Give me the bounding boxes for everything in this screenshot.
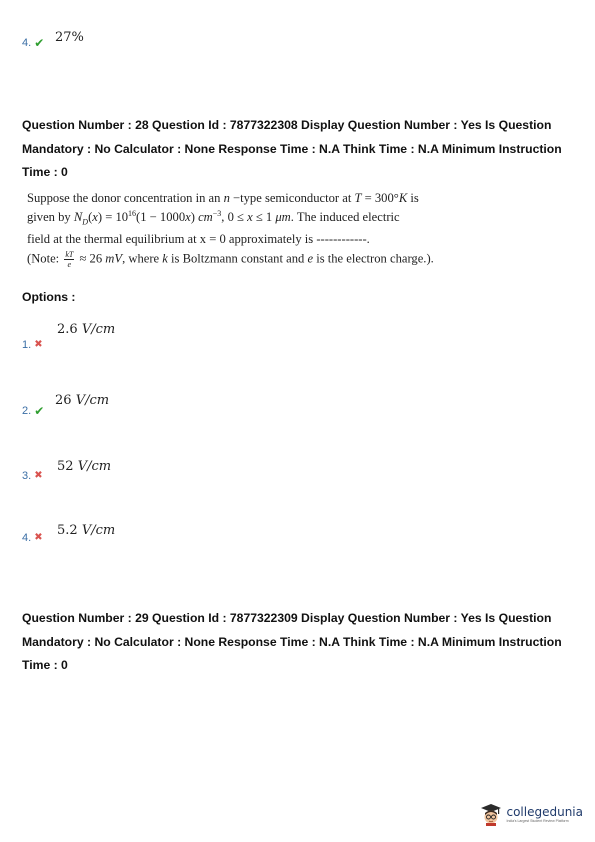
- option-number: 1.: [22, 339, 32, 351]
- question-29-header: [22, 607, 582, 678]
- header-line: Question Number : 28 Question Id : 7877322308 Display Question Number : Yes Is Question: [22, 118, 552, 132]
- option-4[interactable]: [22, 532, 43, 544]
- header-line: Mandatory : No Calculator : None Response Time : N.A Think Time : N.A Minimum Instruction: [22, 634, 562, 649]
- header-line: Question Number : 29 Question Id : 7877322309 Display Question Number : Yes Is Question: [22, 611, 552, 625]
- body-line-3: field at the thermal equilibrium at x = 0 approximately is ------------.: [27, 231, 370, 246]
- option-3[interactable]: [22, 470, 43, 482]
- collegedunia-logo: [480, 802, 583, 826]
- cross-icon: ✖: [34, 470, 43, 481]
- check-icon: ✔: [34, 36, 45, 50]
- graduate-icon: [480, 802, 502, 826]
- logo-name: collegedunia: [506, 805, 583, 819]
- prev-option-4: [22, 37, 44, 49]
- option-3-value: 52 V/cm: [57, 459, 112, 474]
- option-number: 3.: [22, 470, 32, 482]
- option-number: 4.: [22, 37, 32, 49]
- question-28-header: [22, 114, 582, 185]
- body-line-2: given by $N_D(x) = 10^{16}(1 - 1000x)$ $cm^{-3}$, 0 ≤ x ≤ 1 μm. The induced electric: [27, 209, 400, 227]
- check-icon: ✔: [34, 404, 45, 418]
- option-1-value: 2.6 V/cm: [57, 322, 116, 337]
- options-label: Options :: [22, 290, 76, 304]
- option-number: 2.: [22, 405, 32, 417]
- cross-icon: ✖: [34, 339, 43, 350]
- header-line: Time : 0: [22, 165, 68, 179]
- option-4-value: 5.2 V/cm: [57, 523, 116, 538]
- option-2[interactable]: [22, 405, 44, 417]
- prev-option-4-value: 27%: [55, 30, 84, 45]
- body-line-1: Suppose the donor concentration in an n −type semiconductor at T = 300°K is: [27, 191, 419, 205]
- body-line-4: (Note: $\frac{kT}{e}$ ≈ 26 mV, where k is Boltzmann constant and e is the electron charge.).: [27, 249, 434, 269]
- logo-tagline: India's Largest Student Review Platform: [506, 819, 569, 823]
- option-number: 4.: [22, 532, 32, 544]
- header-line: Time : 0: [22, 658, 68, 672]
- option-1[interactable]: [22, 339, 43, 351]
- header-line: Mandatory : No Calculator : None Response Time : N.A Think Time : N.A Minimum Instruction: [22, 141, 562, 156]
- option-2-value: 26 V/cm: [55, 393, 110, 408]
- cross-icon: ✖: [34, 532, 43, 543]
- fraction: $\frac{kT}{e}$: [65, 249, 74, 269]
- question-28-body: [27, 190, 457, 269]
